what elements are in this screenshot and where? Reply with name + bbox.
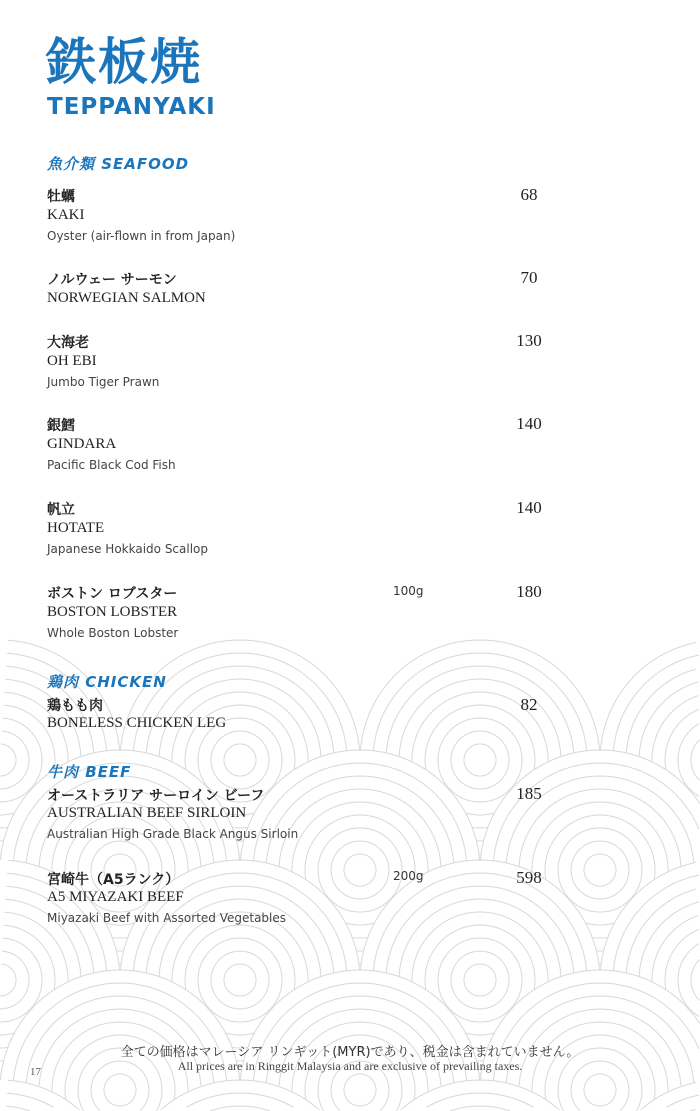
item-price: 180	[516, 582, 542, 601]
item-name-en: OH EBI	[47, 353, 97, 369]
item-price: 68	[520, 185, 538, 204]
item-name-en: KAKI	[47, 207, 85, 223]
section-header-chicken: 鶏肉 CHICKEN	[47, 673, 167, 691]
item-description: Pacific Black Cod Fish	[47, 458, 176, 472]
item-name-jp: ボストン ロブスター	[47, 586, 178, 602]
item-name-jp: 銀鱈	[47, 418, 75, 434]
item-name-en: BOSTON LOBSTER	[47, 604, 178, 620]
item-name-jp: 大海老	[47, 335, 89, 351]
item-description: Australian High Grade Black Angus Sirloin	[47, 827, 299, 841]
page-title-jp: 鉄板焼	[46, 33, 202, 91]
item-price: 140	[516, 498, 542, 517]
footer-note-en: All prices are in Ringgit Malaysia and are exclusive of prevailing taxes.	[177, 1059, 523, 1073]
item-name-jp: オーストラリア サーロイン ビーフ	[47, 788, 265, 804]
item-description: Japanese Hokkaido Scallop	[47, 542, 209, 556]
item-description: Miyazaki Beef with Assorted Vegetables	[47, 911, 287, 925]
section-header-beef: 牛肉 BEEF	[47, 763, 132, 781]
footer-note-jp: 全ての価格はマレーシア リンギット(MYR)であり、税金は含まれていません。	[120, 1045, 580, 1060]
item-name-en: HOTATE	[47, 520, 105, 536]
item-name-jp: ノルウェー サーモン	[47, 272, 177, 288]
item-name-jp: 宮崎牛（A5ランク）	[47, 872, 180, 888]
item-name-jp: 鶏もも肉	[47, 698, 103, 714]
item-price: 82	[520, 695, 538, 714]
section-header-seafood: 魚介類 SEAFOOD	[47, 155, 190, 173]
item-name-en: A5 MIYAZAKI BEEF	[47, 889, 184, 905]
page-title-en: TEPPANYAKI	[47, 94, 216, 120]
item-price: 140	[516, 414, 542, 433]
item-name-en: GINDARA	[47, 436, 117, 452]
item-description: Whole Boston Lobster	[47, 626, 179, 640]
item-weight: 100g	[393, 584, 424, 598]
item-name-en: AUSTRALIAN BEEF SIRLOIN	[47, 805, 247, 821]
item-price: 130	[516, 331, 542, 350]
item-name-en: NORWEGIAN SALMON	[47, 290, 206, 306]
item-name-jp: 帆立	[47, 502, 75, 518]
page-number: 17	[30, 1066, 41, 1078]
item-price: 598	[516, 868, 542, 887]
item-price: 185	[516, 784, 542, 803]
item-name-en: BONELESS CHICKEN LEG	[47, 715, 227, 731]
item-price: 70	[520, 268, 538, 287]
item-weight: 200g	[393, 869, 424, 883]
item-name-jp: 牡蠣	[47, 189, 75, 205]
item-description: Jumbo Tiger Prawn	[47, 375, 160, 389]
item-description: Oyster (air-flown in from Japan)	[47, 229, 236, 243]
